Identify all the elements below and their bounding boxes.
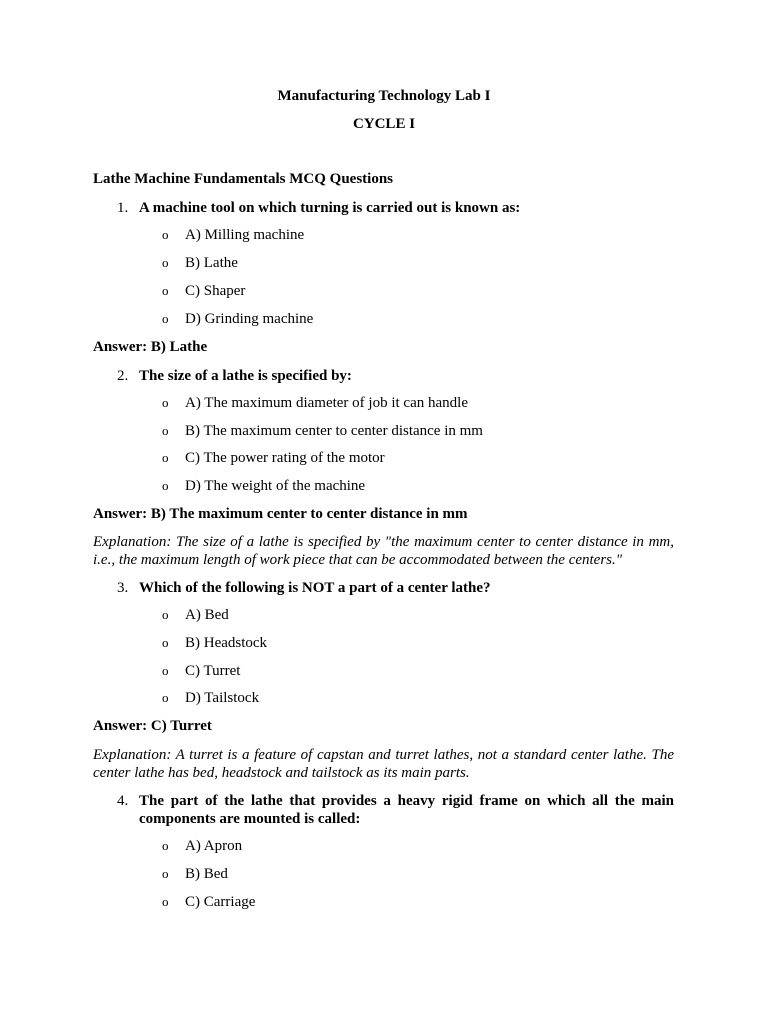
bullet-icon: o (162, 395, 169, 410)
document-title: Manufacturing Technology Lab I (277, 88, 491, 104)
option-item (162, 635, 267, 652)
option-item (162, 227, 304, 244)
bullet-icon: o (162, 255, 169, 270)
option-item (162, 894, 255, 911)
question-number: 3. (117, 580, 129, 596)
question-number: 1. (117, 200, 129, 216)
option-item (162, 423, 483, 440)
question-text: The part of the lathe that provides a heavy rigid frame on which all the main components are mounted is called: (139, 793, 674, 827)
answer-line: Answer: B) The maximum center to center distance in mm (93, 506, 468, 522)
explanation-text: Explanation: A turret is a feature of capstan and turret lathes, not a standard center lathe. The center lathe has bed, headstock and tailstock as its main parts. (93, 747, 674, 781)
bullet-icon: o (162, 227, 169, 242)
question-2 (117, 367, 674, 385)
bullet-icon: o (162, 690, 169, 705)
option-item (162, 663, 240, 680)
option-item (162, 450, 385, 467)
question-4 (117, 792, 674, 828)
option-item (162, 690, 259, 707)
question-number: 4. (117, 793, 129, 809)
question-text: Which of the following is NOT a part of a center lathe? (139, 580, 491, 596)
option-text: C) Carriage (185, 894, 256, 910)
question-text: The size of a lathe is specified by: (139, 368, 352, 384)
option-text: A) Milling machine (185, 227, 305, 243)
option-text: D) Tailstock (185, 690, 260, 706)
bullet-icon: o (162, 866, 169, 881)
option-item (162, 838, 242, 855)
bullet-icon: o (162, 423, 169, 438)
answer-line: Answer: B) Lathe (93, 339, 208, 355)
bullet-icon: o (162, 607, 169, 622)
bullet-icon: o (162, 838, 169, 853)
option-text: C) Turret (185, 663, 241, 679)
bullet-icon: o (162, 894, 169, 909)
bullet-icon: o (162, 663, 169, 678)
bullet-icon: o (162, 283, 169, 298)
bullet-icon: o (162, 635, 169, 650)
option-item (162, 255, 238, 272)
option-text: A) Apron (185, 838, 243, 854)
option-text: A) Bed (185, 607, 229, 623)
option-text: B) Headstock (185, 635, 268, 651)
option-text: D) The weight of the machine (185, 478, 366, 494)
option-text: D) Grinding machine (185, 311, 314, 327)
option-text: C) Shaper (185, 283, 246, 299)
document-subtitle: CYCLE I (352, 116, 416, 132)
option-item (162, 866, 228, 883)
option-text: C) The power rating of the motor (185, 450, 385, 466)
question-1 (117, 199, 674, 217)
option-text: B) The maximum center to center distance in mm (185, 423, 483, 439)
bullet-icon: o (162, 478, 169, 493)
question-text: A machine tool on which turning is carried out is known as: (139, 200, 521, 216)
option-text: B) Lathe (185, 255, 238, 271)
option-text: B) Bed (185, 866, 228, 882)
option-item (162, 478, 365, 495)
question-number: 2. (117, 368, 129, 384)
explanation-text: Explanation: The size of a lathe is specified by "the maximum center to center distance in mm, i.e., the maximum length of work piece that can be accommodated between the centers." (93, 534, 674, 568)
answer-line: Answer: C) Turret (93, 718, 212, 734)
option-item (162, 311, 313, 328)
option-item (162, 395, 468, 412)
section-title: Lathe Machine Fundamentals MCQ Questions (93, 171, 394, 187)
bullet-icon: o (162, 311, 169, 326)
option-item (162, 283, 245, 300)
option-item (162, 607, 229, 624)
bullet-icon: o (162, 450, 169, 465)
question-3 (117, 579, 674, 597)
option-text: A) The maximum diameter of job it can handle (185, 395, 468, 411)
